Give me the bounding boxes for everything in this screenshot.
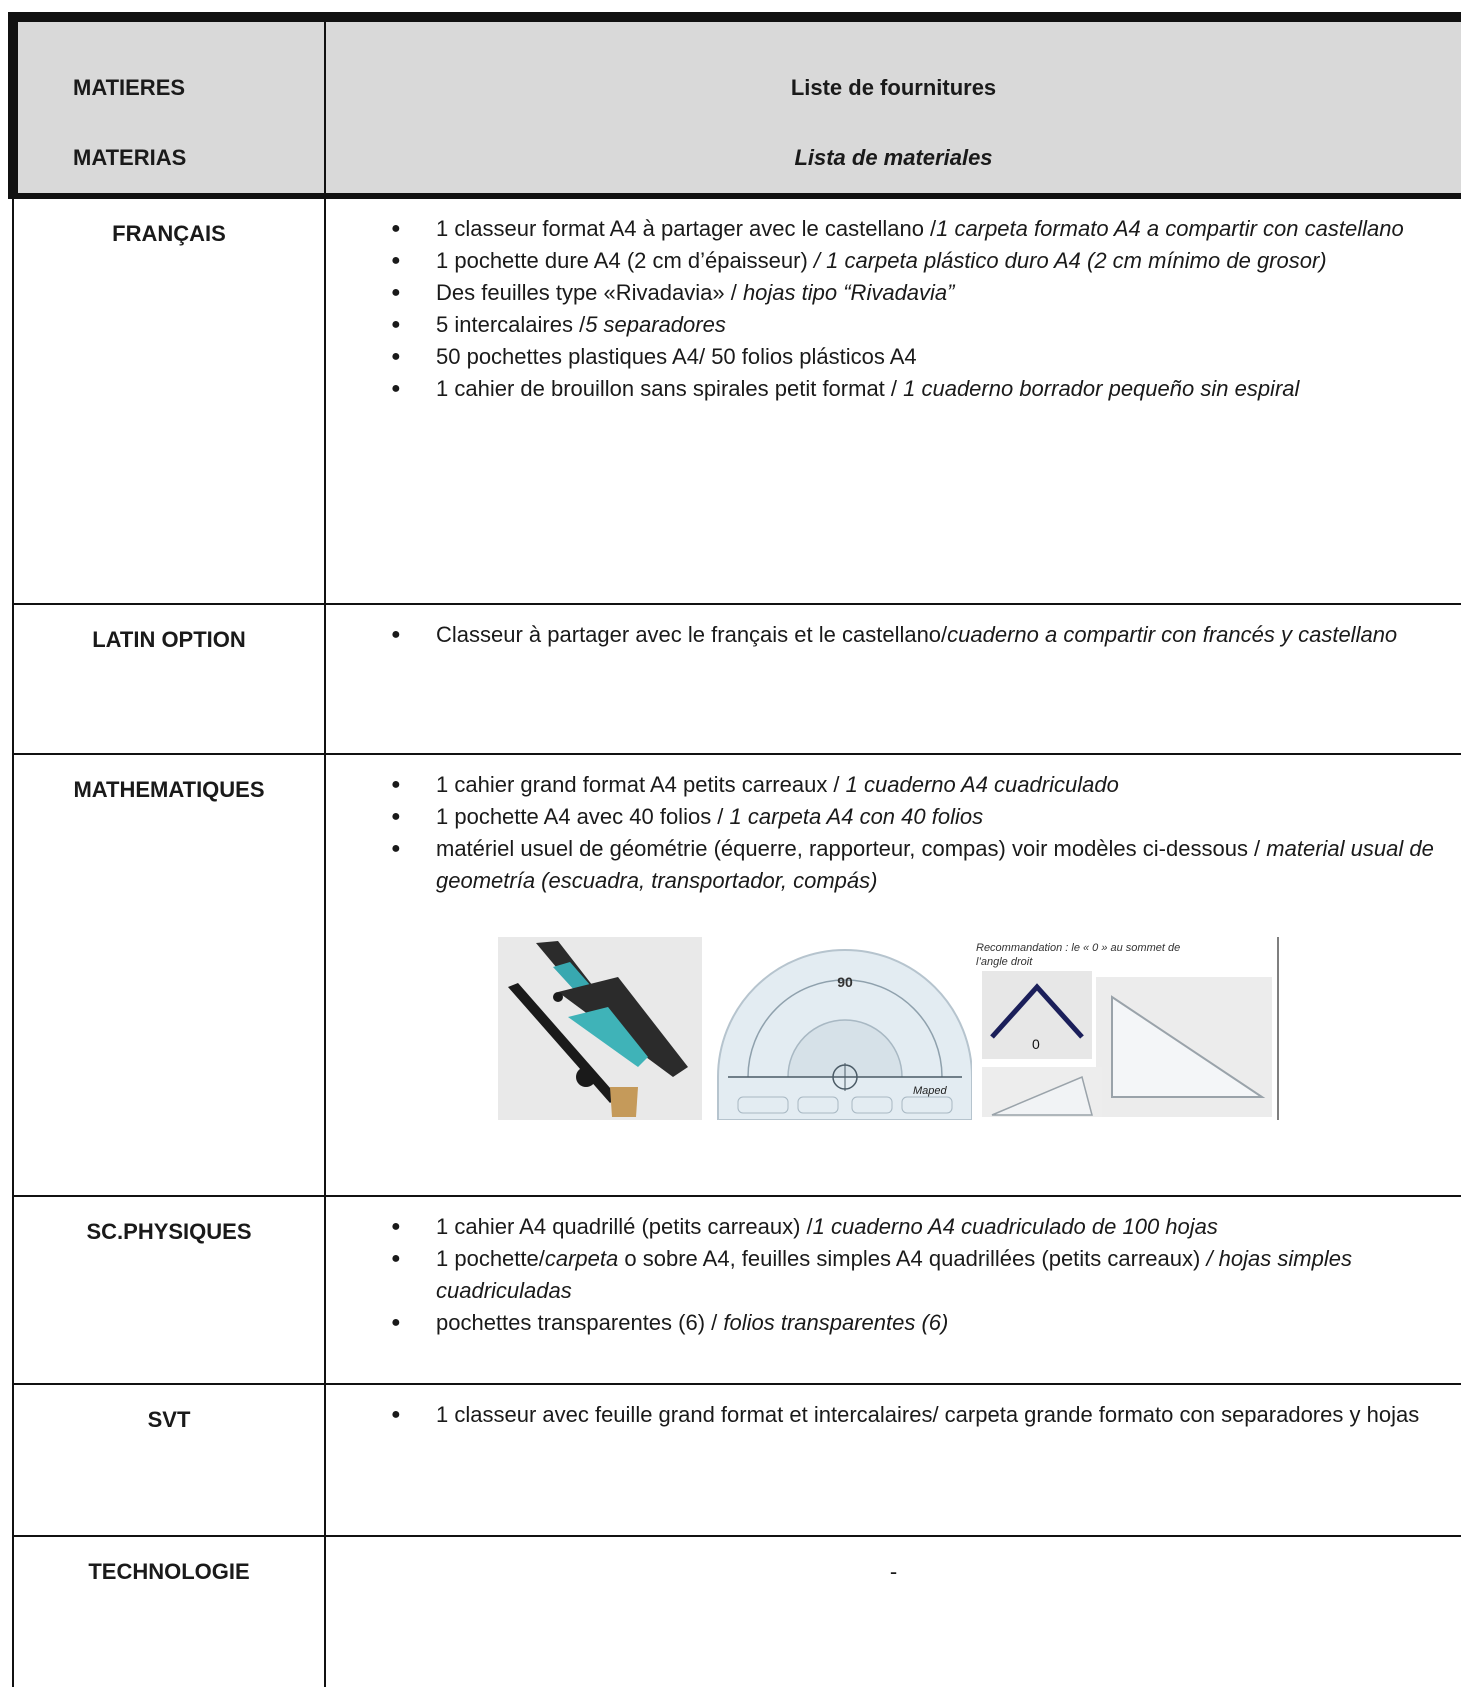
subject-cell: FRANÇAIS — [13, 196, 325, 604]
subject-cell: TECHNOLOGIE — [13, 1536, 325, 1687]
protractor-90-label: 90 — [837, 974, 853, 990]
item-text-es: / 1 carpeta plástico duro A4 (2 cm mínimo de grosor) — [813, 248, 1327, 273]
bullet-icon: ● — [391, 626, 401, 643]
bullet-icon: ● — [391, 252, 401, 269]
item-text-es: 1 carpeta formato A4 a compartir con castellano — [936, 216, 1404, 241]
item-text-fr: o sobre A4, feuilles simples A4 quadrillées (petits carreaux) — [618, 1246, 1207, 1271]
item-list — [326, 755, 1461, 897]
item-list — [326, 199, 1461, 405]
item-list — [326, 1385, 1461, 1431]
set-square-image — [972, 937, 1285, 1120]
header-subject-cell — [13, 17, 325, 196]
maped-logo: Maped — [913, 1085, 947, 1097]
item-text-es: folios transparentes (6) — [723, 1310, 949, 1335]
list-item — [326, 1211, 1461, 1243]
item-text-fr: 1 cahier A4 quadrillé (petits carreaux) / — [436, 1214, 813, 1239]
item-text-fr: Classeur à partager avec le français et le castellano/ — [436, 622, 948, 647]
items-cell — [325, 754, 1461, 1196]
items-cell — [325, 1196, 1461, 1384]
item-text-fr: pochettes transparentes (6) / — [436, 1310, 724, 1335]
item-text-fr: 1 pochette dure A4 (2 cm d’épaisseur) — [436, 248, 814, 273]
list-item — [326, 833, 1461, 897]
list-item — [326, 277, 1461, 309]
item-list — [326, 1197, 1461, 1339]
list-item — [326, 1307, 1461, 1339]
header-subject-fr: MATIERES — [73, 75, 186, 100]
item-text-fr: 50 pochettes plastiques A4/ 50 folios plásticos A4 — [436, 344, 917, 369]
empty-content: - — [889, 1559, 898, 1584]
item-text-fr: 5 intercalaires / — [436, 312, 586, 337]
header-list-cell — [325, 17, 1461, 196]
item-text-fr: 1 pochette/ — [436, 1246, 545, 1271]
item-text-fr: Des feuilles type «Rivadavia» / — [436, 280, 743, 305]
subject-cell: LATIN OPTION — [13, 604, 325, 754]
table-row — [13, 1384, 1461, 1536]
item-text-es: 5 separadores — [585, 312, 726, 337]
item-text-es: carpeta — [544, 1246, 619, 1271]
item-text-fr: matériel usuel de géométrie (équerre, rapporteur, compas) voir modèles ci-dessous / — [436, 836, 1267, 861]
item-text-fr: 1 classeur format A4 à partager avec le castellano / — [436, 216, 937, 241]
item-text-fr: 1 pochette A4 avec 40 folios / — [436, 804, 730, 829]
header-subject-es: MATERIAS — [73, 145, 187, 170]
table-row — [13, 1536, 1461, 1687]
list-item — [326, 769, 1461, 801]
table-row — [13, 1196, 1461, 1384]
list-item — [326, 1399, 1461, 1431]
item-text-es: hojas tipo “Rivadavia” — [742, 280, 955, 305]
bullet-icon: ● — [391, 380, 401, 397]
bullet-icon: ● — [391, 348, 401, 365]
item-text-es: cuaderno a compartir con francés y castellano — [947, 622, 1398, 647]
list-item — [326, 341, 1461, 373]
item-text-es: 1 cuaderno A4 cuadriculado — [845, 772, 1119, 797]
list-item — [326, 245, 1461, 277]
bullet-icon: ● — [391, 1250, 401, 1267]
recommendation-note: Recommandation : le « 0 » au sommet de l’angle droit — [976, 942, 1181, 968]
header-list-fr: Liste de fournitures — [790, 75, 997, 100]
supply-list-table — [8, 12, 1461, 1687]
bullet-icon: ● — [391, 284, 401, 301]
compass-image — [498, 937, 702, 1120]
table-row — [13, 754, 1461, 1196]
bullet-icon: ● — [391, 316, 401, 333]
item-text-fr: 1 classeur avec feuille grand format et intercalaires/ carpeta grande formato con separadores y hojas — [436, 1402, 1420, 1427]
item-text-es: 1 carpeta A4 con 40 folios — [729, 804, 984, 829]
item-text-es: material usual de geometría (escuadra, transportador, compás) — [436, 836, 1434, 893]
items-cell — [325, 1536, 1461, 1687]
table-row — [13, 196, 1461, 604]
bullet-icon: ● — [391, 1406, 401, 1423]
subject-cell: SC.PHYSIQUES — [13, 1196, 325, 1384]
geometry-tools-images — [326, 937, 1461, 1127]
list-item — [326, 373, 1461, 405]
item-text-es: 1 cuaderno borrador pequeño sin espiral — [903, 376, 1300, 401]
item-text-es: / hojas simples cuadriculadas — [436, 1246, 1352, 1303]
protractor-image — [708, 937, 982, 1120]
item-list — [326, 605, 1461, 651]
items-cell — [325, 196, 1461, 604]
bullet-icon: ● — [391, 1218, 401, 1235]
table-row — [13, 604, 1461, 754]
list-item — [326, 1243, 1461, 1307]
item-text-fr: 1 cahier grand format A4 petits carreaux / — [436, 772, 846, 797]
svg-text:0: 0 — [1032, 1036, 1040, 1052]
items-cell — [325, 1384, 1461, 1536]
bullet-icon: ● — [391, 776, 401, 793]
bullet-icon: ● — [391, 840, 401, 857]
item-text-es: 1 cuaderno A4 cuadriculado de 100 hojas — [812, 1214, 1218, 1239]
list-item — [326, 619, 1461, 651]
item-text-fr: 1 cahier de brouillon sans spirales petit format / — [436, 376, 904, 401]
bullet-icon: ● — [391, 808, 401, 825]
subject-cell: SVT — [13, 1384, 325, 1536]
list-item — [326, 213, 1461, 245]
list-item — [326, 309, 1461, 341]
table-header-row — [13, 17, 1461, 196]
bullet-icon: ● — [391, 1314, 401, 1331]
list-item — [326, 801, 1461, 833]
header-list-es: Lista de materiales — [794, 145, 993, 170]
bullet-icon: ● — [391, 220, 401, 237]
items-cell — [325, 604, 1461, 754]
subject-cell: MATHEMATIQUES — [13, 754, 325, 1196]
